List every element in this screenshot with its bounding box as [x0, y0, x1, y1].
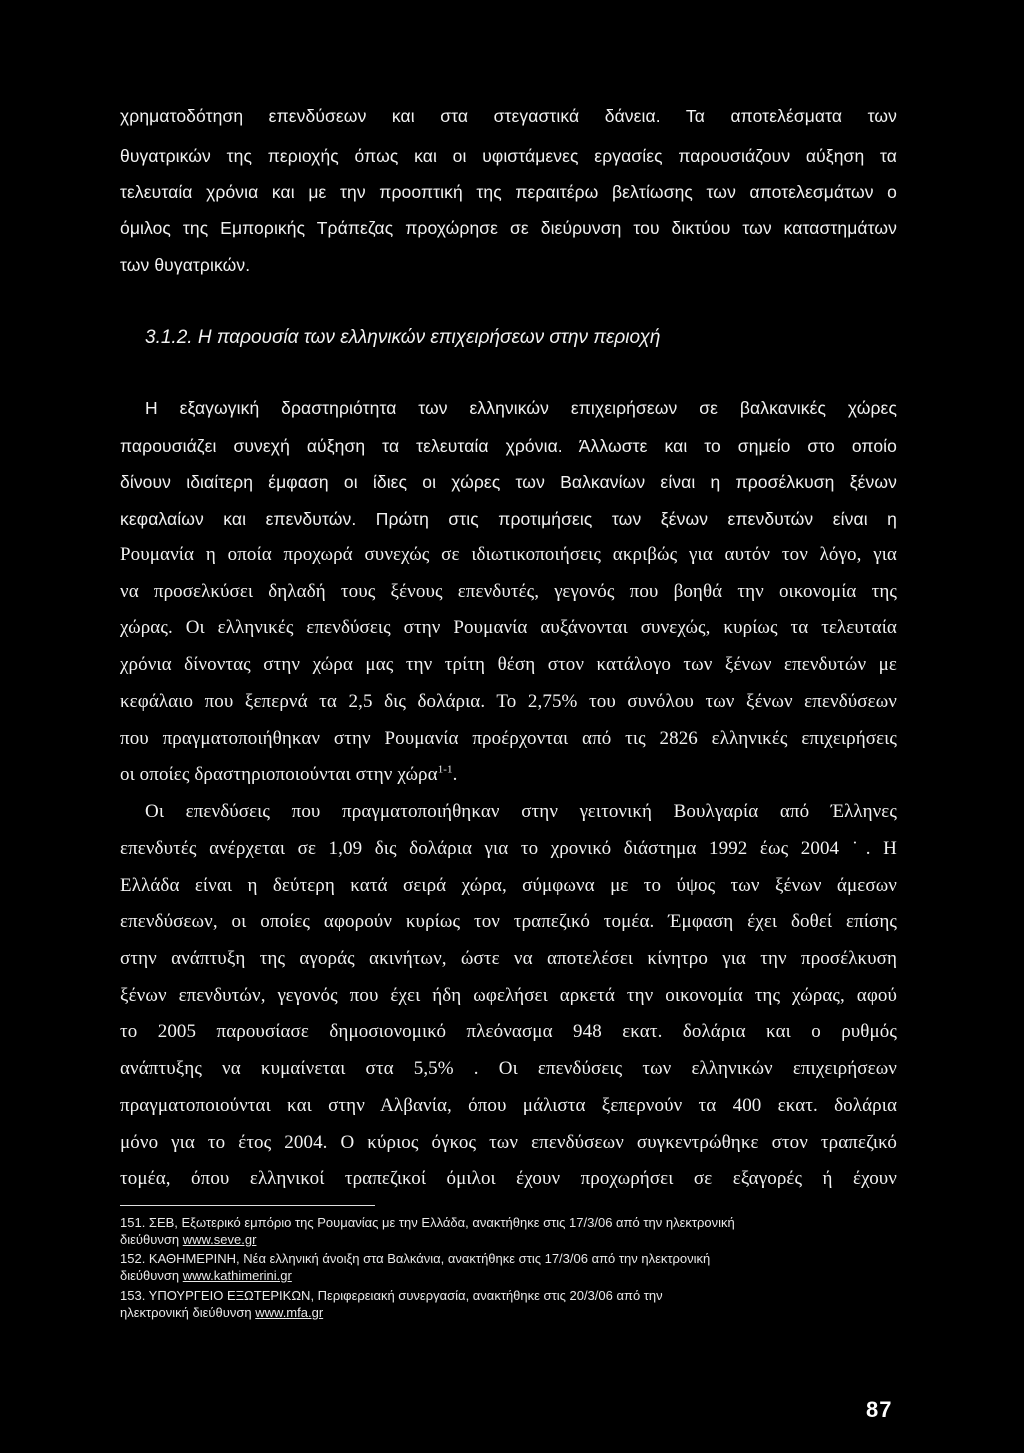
paragraph-line: το 2005 παρουσίασε δημοσιονομικό πλεόνασμα 948 εκατ. δολάρια και ο ρυθμός [120, 1021, 897, 1042]
paragraph-end: . [452, 764, 458, 785]
paragraph-line: επενδυτές ανέρχεται σε 1,09 δις δολάρια για το χρονικό διάστημα 1992 έως 2004 ˙. Η [120, 838, 897, 859]
intro-line: θυγατρικών της περιοχής όπως και οι υφιστάμενες εργασίες παρουσιάζουν αύξηση τα [120, 146, 897, 166]
paragraph-line: που πραγματοποιήθηκαν στην Ρουμανία προέρχονται από τις 2826 ελληνικές επιχειρήσεις [120, 728, 897, 749]
footnote-source [120, 1304, 900, 1321]
footnote-text: 151. ΣΕΒ, Εξωτερικό εμπόριο της Ρουμανίας με την Ελλάδα, ανακτήθηκε στις 17/3/06 από την ηλεκτρονική [120, 1215, 735, 1230]
footnote-source [120, 1267, 900, 1284]
footnote-link[interactable]: www.mfa.gr [255, 1305, 324, 1320]
intro-line: τελευταία χρόνια και με την προοπτική της περαιτέρω βελτίωσης των αποτελεσμάτων ο [120, 182, 897, 202]
paragraph-line: Οι επενδύσεις που πραγματοποιήθηκαν στην γειτονική Βουλγαρία από Έλληνες [145, 801, 897, 822]
footnote-prefix: ηλεκτρονική διεύθυνση [120, 1305, 256, 1320]
footnote-source [120, 1231, 900, 1248]
page-number: 87 [866, 1397, 893, 1422]
paragraph-line: χρόνια δίνοντας στην χώρα μας την τρίτη θέση στον κατάλογο των ξένων επενδυτών με [120, 654, 897, 675]
paragraph-line: χώρας. Οι ελληνικές επενδύσεις στην Ρουμανία αυξάνονται συνεχώς, κυρίως τα τελευταία [120, 617, 897, 638]
paragraph-line: κεφάλαιο που ξεπερνά τα 2,5 δις δολάρια. Το 2,75% του συνόλου των ξένων επενδύσεων [120, 691, 897, 712]
intro-line: χρηματοδότηση επενδύσεων και στα στεγαστικά δάνεια. Τα αποτελέσματα των [120, 106, 897, 126]
footnote-text: 152. ΚΑΘΗΜΕΡΙΝΗ, Νέα ελληνική άνοιξη στα Βαλκάνια, ανακτήθηκε στις 17/3/06 από την ηλεκτρονική [120, 1251, 711, 1266]
footnote-text: 153. ΥΠΟΥΡΓΕΙΟ ΕΞΩΤΕΡΙΚΩΝ, Περιφερειακή συνεργασία, ανακτήθηκε στις 20/3/06 από την [120, 1288, 663, 1303]
footnote-prefix: διεύθυνση [120, 1268, 183, 1283]
footnote-prefix: διεύθυνση [120, 1232, 183, 1247]
intro-line: των θυγατρικών. [120, 255, 251, 275]
footnote [120, 1250, 900, 1284]
footnote [120, 1287, 900, 1321]
footnote [120, 1214, 900, 1248]
paragraph-line: ανάπτυξης να κυμαίνεται στα 5,5% . Οι επενδύσεις των ελληνικών επιχειρήσεων [120, 1058, 897, 1079]
footnote-divider [120, 1205, 375, 1206]
paragraph-line: Η εξαγωγική δραστηριότητα των ελληνικών επιχειρήσεων σε βαλκανικές χώρες [145, 398, 897, 418]
paragraph-line: τομέα, όπου ελληνικοί τραπεζικοί όμιλοι έχουν προχωρήσει σε εξαγορές ή έχουν [120, 1168, 897, 1189]
paragraph-line-last [120, 763, 897, 787]
paragraph-line: δίνουν ιδιαίτερη έμφαση οι ίδιες οι χώρες των Βαλκανίων είναι η προσέλκυση ξένων [120, 472, 897, 492]
paragraph-line: επενδύσεων, οι οποίες αφορούν κυρίως τον τραπεζικό τομέα. Έμφαση έχει δοθεί επίσης [120, 911, 897, 932]
footnote-ref: 1-1 [437, 763, 453, 776]
paragraph-line: μόνο για το έτος 2004. Ο κύριος όγκος των επενδύσεων συγκεντρώθηκε στον τραπεζικό [120, 1132, 897, 1153]
paragraph-line: να προσελκύσει δηλαδή τους ξένους επενδυτές, γεγονός που βοηθά την οικονομία της [120, 581, 897, 602]
paragraph-line: πραγματοποιούνται και στην Αλβανία, όπου μάλιστα ξεπερνούν τα 400 εκατ. δολάρια [120, 1095, 897, 1116]
paragraph-line: Ρουμανία η οποία προχωρά συνεχώς σε ιδιωτικοποιήσεις ακριβώς για αυτόν τον λόγο, για [120, 544, 897, 565]
paragraph-line: κεφαλαίων και επενδυτών. Πρώτη στις προτιμήσεις των ξένων επενδυτών είναι η [120, 509, 897, 529]
paragraph-line: ξένων επενδυτών, γεγονός που έχει ήδη ωφελήσει αρκετά την οικονομία της χώρας, αφού [120, 985, 897, 1006]
footnote-link[interactable]: www.kathimerini.gr [182, 1268, 292, 1283]
intro-line: όμιλος της Εμπορικής Τράπεζας προχώρησε σε διεύρυνση του δικτύου των καταστημάτων [120, 218, 897, 238]
section-heading: 3.1.2. Η παρουσία των ελληνικών επιχειρήσεων στην περιοχή [145, 327, 661, 348]
footnote-link[interactable]: www.seve.gr [182, 1232, 257, 1247]
paragraph-line: παρουσιάζει συνεχή αύξηση τα τελευταία χρόνια. Άλλωστε και το σημείο στο οποίο [120, 436, 897, 456]
paragraph-line: Ελλάδα είναι η δεύτερη κατά σειρά χώρα, σύμφωνα με το ύψος των ξένων άμεσων [120, 875, 897, 896]
paragraph-line: στην ανάπτυξη της αγοράς ακινήτων, ώστε να αποτελέσει κίνητρο για την προσέλκυση [120, 948, 897, 969]
paragraph-text: οι οποίες δραστηριοποιούνται στην χώρα [120, 764, 438, 785]
